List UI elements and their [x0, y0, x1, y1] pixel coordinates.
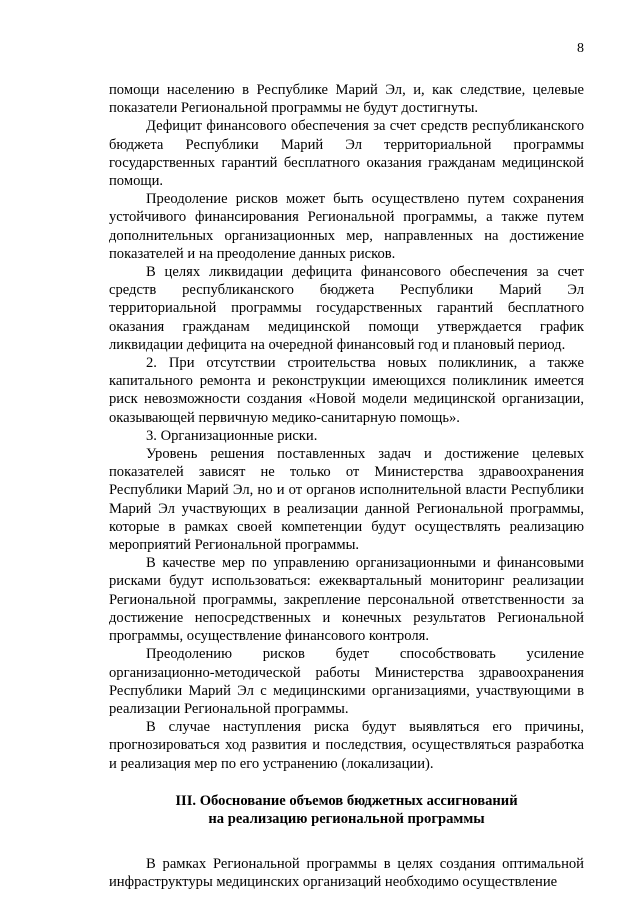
paragraph: Преодоление рисков может быть осуществлено путем сохранения устойчивого финансирования Региональной программы, а также путем дополнительных организационных мер, направленных на достижение показателей и на преодоление данных рисков.	[109, 191, 584, 262]
section-heading-line: на реализацию региональной программы	[208, 810, 485, 827]
section-heading-line: III. Обоснование объемов бюджетных ассигнований	[175, 792, 518, 809]
paragraph: Дефицит финансового обеспечения за счет средств республиканского бюджета Республики Марий Эл территориальной программы государственных гарантий бесплатного оказания гражданам медицинской помощи.	[109, 118, 584, 190]
paragraph: Преодолению рисков будет способствовать усиление организационно-методической работы Министерства здравоохранения Республики Марий Эл с медицинскими организациями, участвующими в реализации Региональной программы.	[109, 646, 584, 717]
paragraph: В рамках Региональной программы в целях создания оптимальной инфраструктуры медицинских организаций необходимо осуществление	[109, 856, 584, 891]
section-heading	[109, 792, 584, 828]
page-number: 8	[577, 41, 584, 56]
paragraph: 2. При отсутствии строительства новых поликлиник, а также капитального ремонта и реконструкции имеющихся поликлиник имеется риск невозможности создания «Новой модели медицинской организации, оказывающей первичную медико-санитарную помощь».	[109, 355, 584, 426]
paragraph: В случае наступления риска будут выявляться его причины, прогнозироваться ход развития и последствия, осуществляться разработка и реализация мер по его устранению (локализации).	[109, 719, 584, 772]
paragraph: Уровень решения поставленных задач и достижение целевых показателей зависят не только от Министерства здравоохранения Республики Марий Эл, но и от органов исполнительной власти Республики Марий Эл участвующих в реализации данной Региональной программы, которые в рамках своей компетенции будут осуществлять реализацию мероприятий Региональной программы.	[109, 446, 584, 554]
paragraph: В целях ликвидации дефицита финансового обеспечения за счет средств республиканского бюджета Республики Марий Эл территориальной программы государственных гарантий бесплатного оказания гражданам медицинской помощи утверждается график ликвидации дефицита на очередной финансовый год и плановый период.	[109, 264, 584, 353]
paragraph: В качестве мер по управлению организационными и финансовыми рисками будут использоваться: ежеквартальный мониторинг реализации Региональной программы, закрепление персональной ответственности за достижение непосредственных и конечных результатов Региональной программы, осуществление финансового контроля.	[109, 555, 584, 645]
paragraph: помощи населению в Республике Марий Эл, и, как следствие, целевые показатели Региональной программы не будут достигнуты.	[109, 82, 584, 117]
body-text	[109, 81, 584, 892]
paragraph: 3. Организационные риски.	[146, 427, 318, 444]
